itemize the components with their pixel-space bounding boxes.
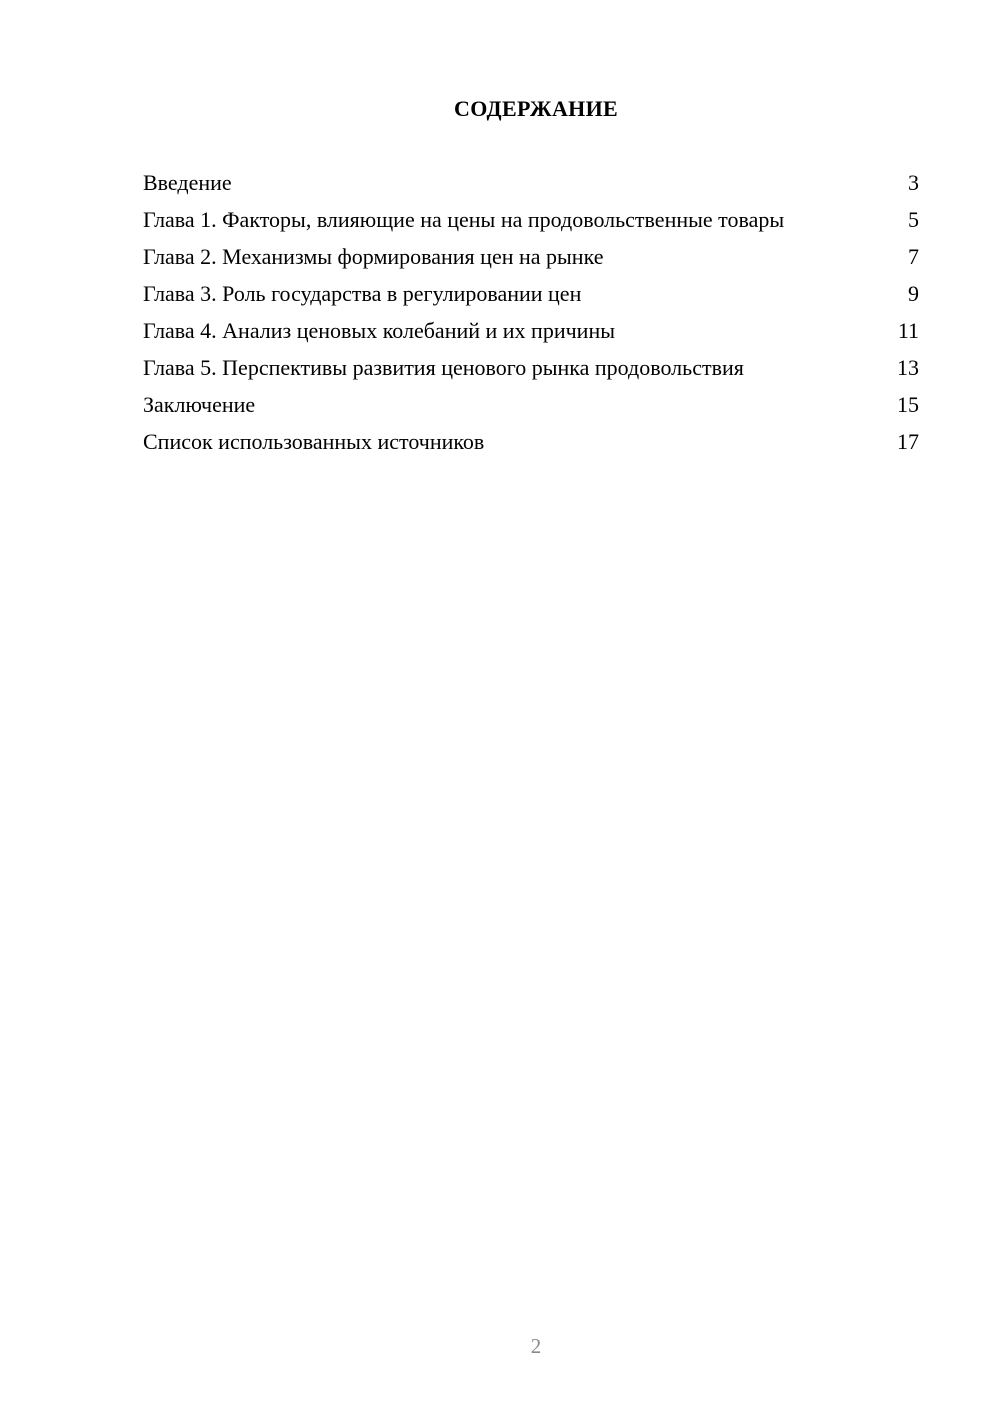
toc-entry-page: 7 [908,244,919,269]
page-number: 2 [530,1334,542,1358]
toc-entry-chapter-4 [143,318,919,344]
toc-entry-chapter-5 [143,355,919,381]
toc-entry-page: 13 [897,355,919,380]
page-title: СОДЕРЖАНИЕ [454,96,618,121]
toc-entry-chapter-1 [143,207,919,233]
toc-entry-label: Глава 2. Механизмы формирования цен на рынке [143,244,604,269]
table-of-contents [143,170,919,466]
toc-entry-page: 5 [908,207,919,232]
toc-entry-page: 9 [908,281,919,306]
toc-entry-page: 3 [908,170,919,195]
toc-entry-page: 11 [897,318,919,343]
toc-entry-label: Глава 4. Анализ ценовых колебаний и их причины [143,318,616,343]
toc-entry-conclusion [143,392,919,418]
toc-entry-page: 15 [897,392,919,417]
toc-entry-label: Введение [143,170,232,195]
toc-entry-references [143,429,919,455]
toc-entry-label: Глава 3. Роль государства в регулировании цен [143,281,582,306]
toc-entry-page: 17 [897,429,919,454]
toc-entry-chapter-3 [143,281,919,307]
toc-entry-label: Список использованных источников [143,429,485,454]
toc-entry-label: Заключение [143,392,256,417]
toc-entry-chapter-2 [143,244,919,270]
toc-entry-label: Глава 1. Факторы, влияющие на цены на продовольственные товары [143,207,785,232]
toc-entry-introduction [143,170,919,196]
toc-entry-label: Глава 5. Перспективы развития ценового рынка продовольствия [143,355,744,380]
